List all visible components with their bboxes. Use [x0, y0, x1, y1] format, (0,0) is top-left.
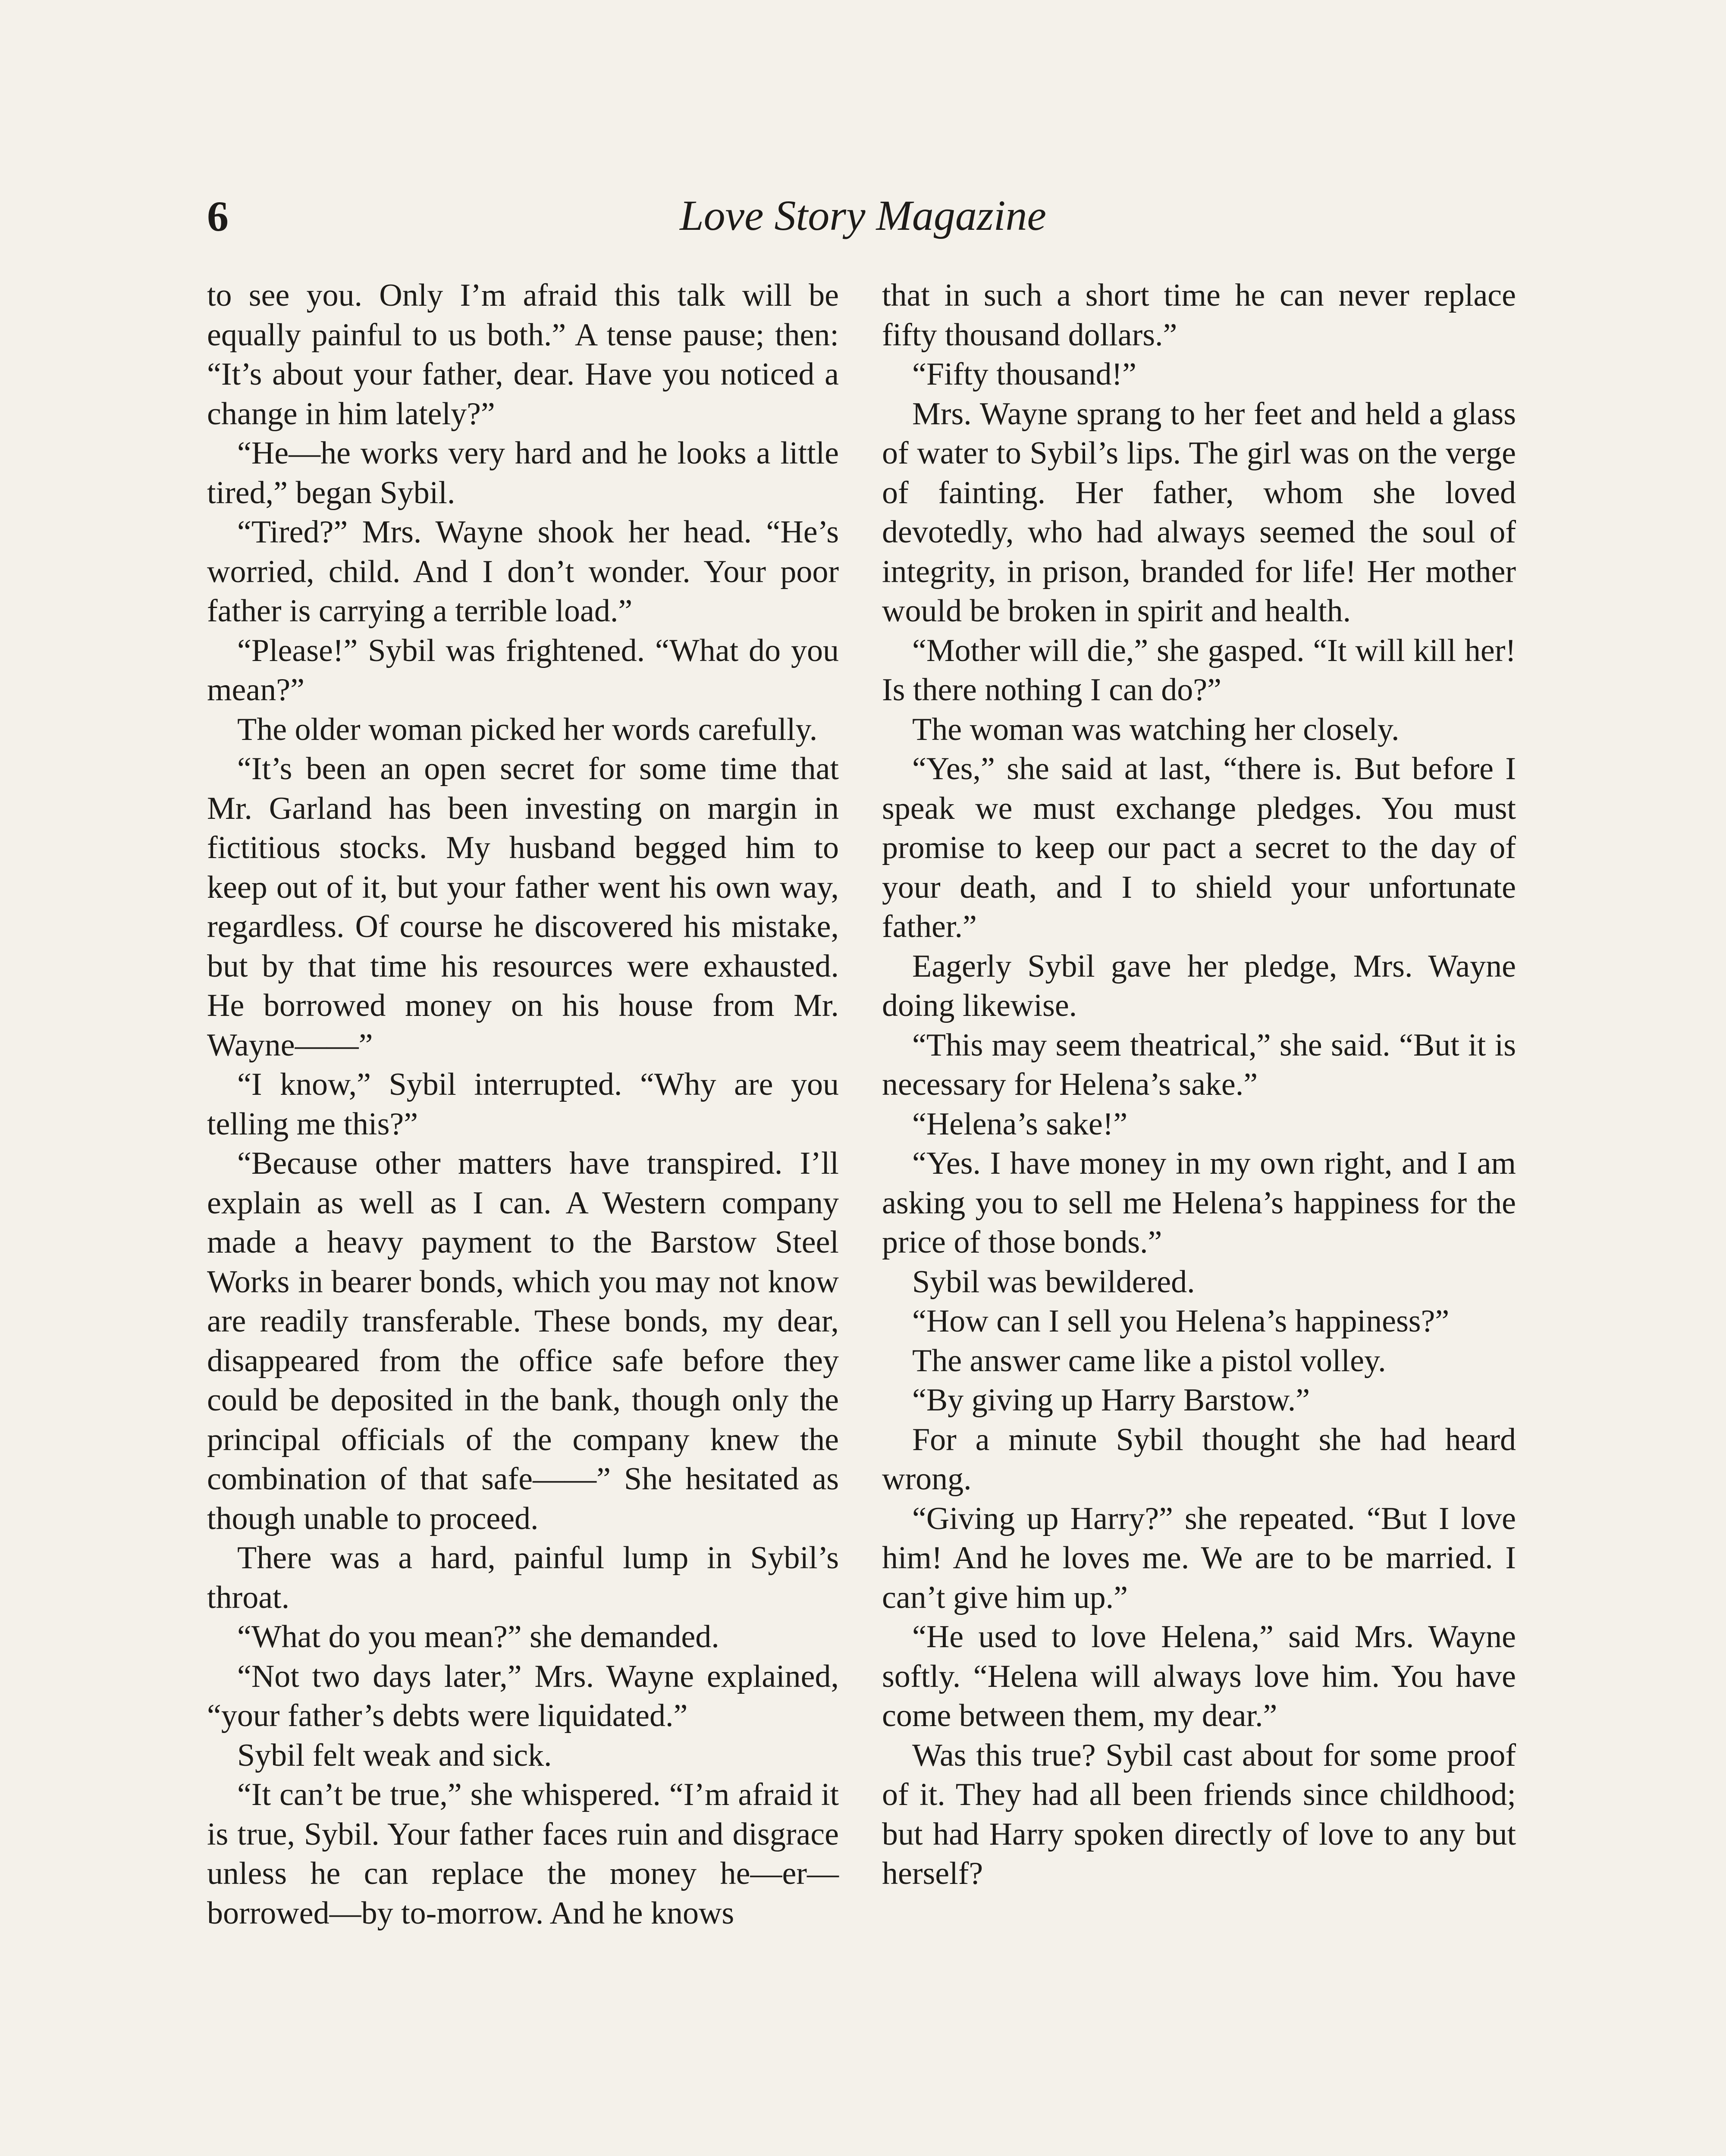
paragraph: “Fifty thousand!”: [912, 357, 1136, 392]
paragraph: “It can’t be true,” she whispered. “I’m afraid it is true, Sybil. Your father faces ruin and disgrace unless he can replace the money he—er—borrowed—by to-morrow. And he knows: [207, 1777, 839, 1931]
paragraph: “By giving up Harry Barstow.”: [912, 1382, 1310, 1418]
paragraph: Was this true? Sybil cast about for some proof of it. They had all been friends since childhood; but had Harry spoken directly of love to any but herself?: [882, 1737, 1516, 1891]
paragraph: The answer came like a pistol volley.: [912, 1343, 1386, 1379]
paragraph: Mrs. Wayne sprang to her feet and held a glass of water to Sybil’s lips. The girl was on the verge of fainting. Her father, whom she loved devotedly, who had always seemed the soul of integrity, in prison, branded for life! Her mother would be broken in spirit and health.: [882, 396, 1516, 629]
page-number: 6: [207, 192, 229, 240]
paragraph: to see you. Only I’m afraid this talk will be equally painful to us both.” A tense pause; then: “It’s about your father, dear. Have you noticed a change in him lately?”: [207, 278, 839, 432]
paragraph: Eagerly Sybil gave her pledge, Mrs. Wayne doing likewise.: [882, 948, 1516, 1023]
paragraph: “Yes,” she said at last, “there is. But before I speak we must exchange pledges. You must promise to keep our pact a secret to the day of your death, and I to shield your unfortunate father.”: [882, 751, 1516, 944]
paragraph: The older woman picked her words carefully.: [237, 711, 818, 747]
paragraph: “Helena’s sake!”: [912, 1106, 1128, 1142]
paragraph: “I know,” Sybil interrupted. “Why are you telling me this?”: [207, 1067, 839, 1142]
paragraph: “It’s been an open secret for some time that Mr. Garland has been investing on margin in fictitious stocks. My husband begged him to keep out of it, but your father went his own way, regardless. Of course he discovered his mistake, but by that time his resources were exhausted. He borrowed money on his house from Mr. Wayne——”: [207, 751, 839, 1063]
paragraph: “Not two days later,” Mrs. Wayne explained, “your father’s debts were liquidated.”: [207, 1658, 839, 1733]
paragraph: “How can I sell you Helena’s happiness?”: [912, 1304, 1450, 1339]
paragraph: “What do you mean?” she demanded.: [237, 1619, 719, 1655]
magazine-title: Love Story Magazine: [680, 191, 1046, 239]
text-column-left: [207, 276, 839, 1933]
paragraph: “Yes. I have money in my own right, and I am asking you to sell me Helena’s happiness for the price of those bonds.”: [882, 1146, 1516, 1260]
paragraph: “Mother will die,” she gasped. “It will kill her! Is there nothing I can do?”: [882, 633, 1516, 708]
paragraph: Sybil was bewildered.: [912, 1264, 1195, 1300]
paragraph: “He—he works very hard and he looks a little tired,” began Sybil.: [207, 436, 839, 511]
paragraph: Sybil felt weak and sick.: [237, 1737, 552, 1773]
paragraph: There was a hard, painful lump in Sybil’s throat.: [207, 1540, 839, 1615]
paragraph: “Please!” Sybil was frightened. “What do you mean?”: [207, 633, 839, 708]
paragraph: “Tired?” Mrs. Wayne shook her head. “He’s worried, child. And I don’t wonder. Your poor father is carrying a terrible load.”: [207, 514, 839, 629]
paragraph: “Because other matters have transpired. I’ll explain as well as I can. A Western company made a heavy payment to the Barstow Steel Works in bearer bonds, which you may not know are readily transferable. These bonds, my dear, disappeared from the office safe before they could be deposited in the bank, though only the principal officials of the company knew the combination of that safe——” She hesitated as though unable to proceed.: [207, 1146, 839, 1536]
paragraph: “This may seem theatrical,” she said. “But it is necessary for Helena’s sake.”: [882, 1027, 1516, 1102]
text-column-right: [882, 276, 1516, 1894]
paragraph: that in such a short time he can never replace fifty thousand dollars.”: [882, 278, 1516, 353]
paragraph: “He used to love Helena,” said Mrs. Wayne softly. “Helena will always love him. You have come between them, my dear.”: [882, 1619, 1516, 1733]
paragraph: The woman was watching her closely.: [912, 711, 1400, 747]
paragraph: “Giving up Harry?” she repeated. “But I love him! And he loves me. We are to be married. I can’t give him up.”: [882, 1501, 1516, 1615]
paragraph: For a minute Sybil thought she had heard wrong.: [882, 1422, 1516, 1497]
